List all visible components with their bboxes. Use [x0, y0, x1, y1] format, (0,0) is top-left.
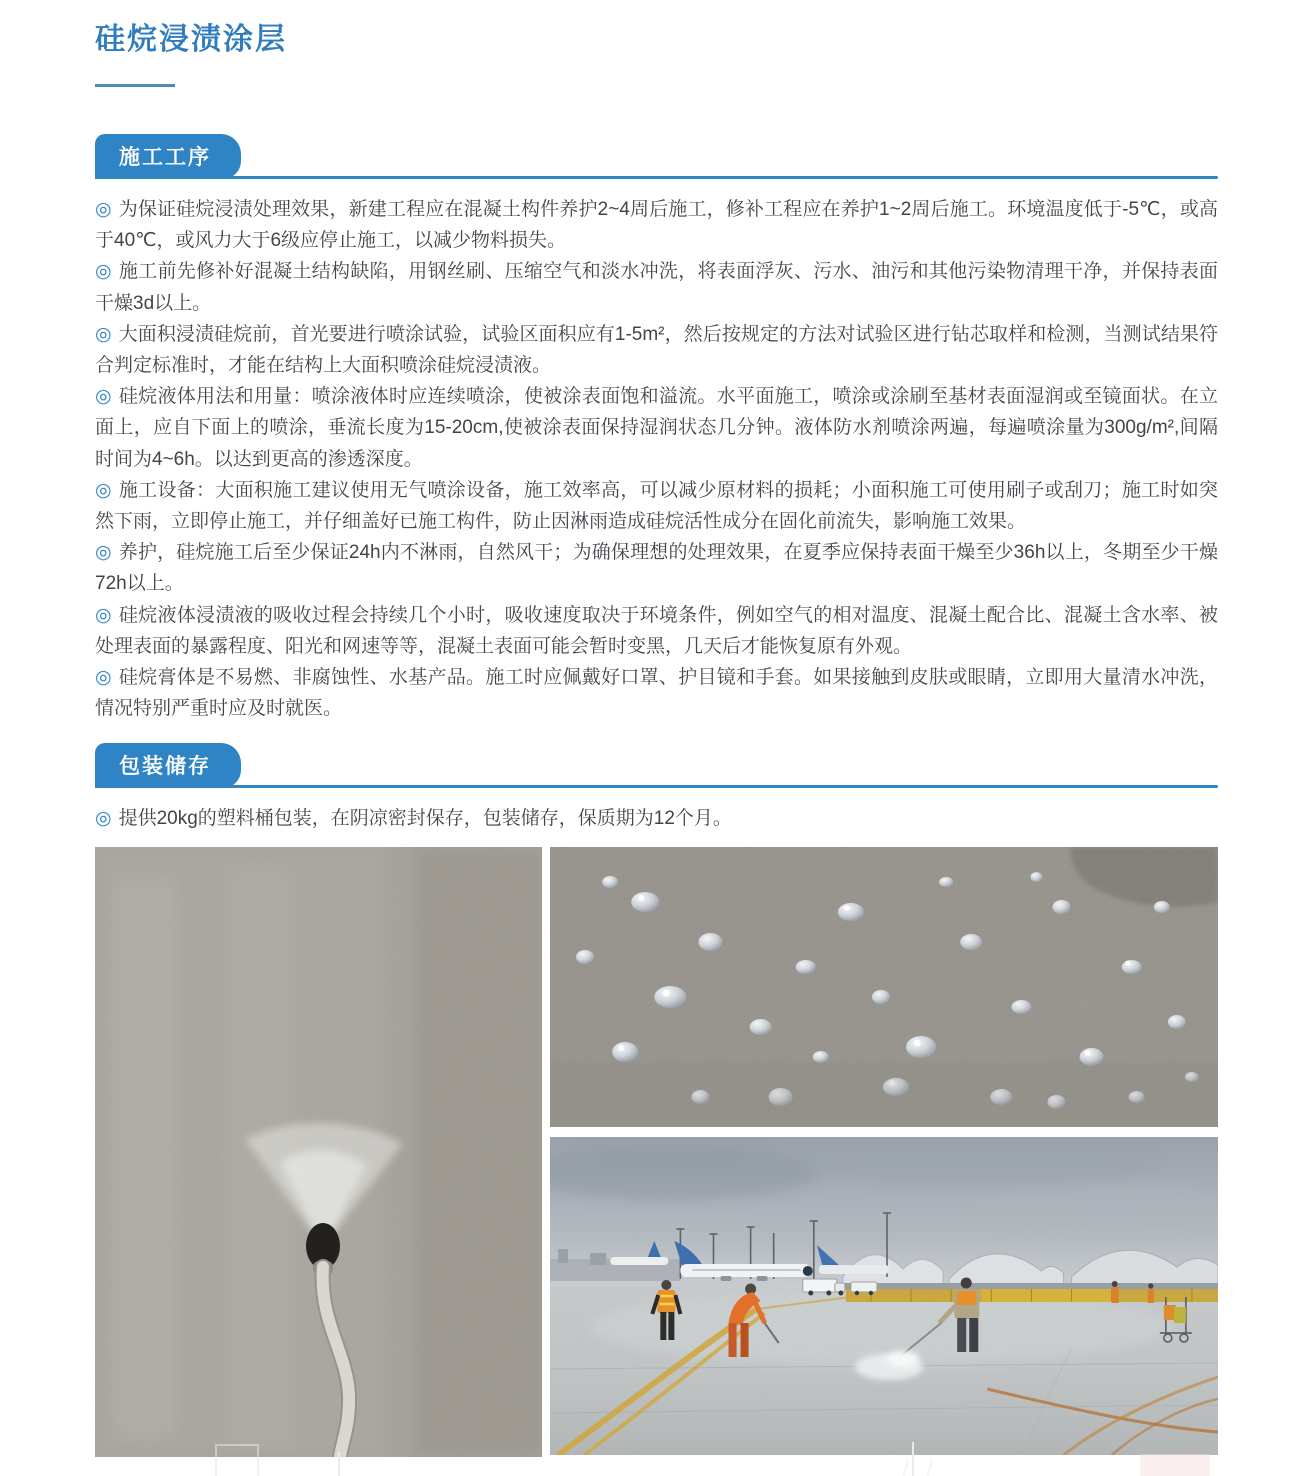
bullet-list — [95, 803, 1218, 834]
bullet-item — [95, 319, 1218, 381]
section-header — [95, 750, 1218, 788]
section-header — [95, 141, 1218, 179]
page-title: 硅烷浸渍涂层 — [95, 23, 287, 56]
photo-column — [550, 847, 1218, 1457]
photo-spray-wall — [95, 847, 542, 1457]
bullet-text: 施工设备：大面积施工建议使用无气喷涂设备，施工效率高，可以减少原材料的损耗；小面积施工可使用刷子或刮刀；施工时如突然下雨，立即停止施工，并仔细盖好已施工构件，防止因淋雨造成硅烷活性成分在固化前流失，影响施工效果。 — [95, 479, 1218, 533]
bullet-text: 大面积浸渍硅烷前，首光要进行喷涂试验，试验区面积应有1-5m²，然后按规定的方法对试验区进行钻芯取样和检测，当测试结果符合判定标准时，才能在结构上大面积喷涂硅烷浸渍液。 — [95, 323, 1218, 377]
section-header-rule — [95, 176, 1218, 179]
bullet-text: 养护，硅烷施工后至少保证24h内不淋雨，自然风干；为确保理想的处理效果，在夏季应保持表面干燥至少36h以上，冬期至少干燥72h以上。 — [95, 542, 1218, 595]
bullet-icon: ◎ — [95, 542, 112, 564]
bullet-icon: ◎ — [95, 479, 112, 501]
bullet-list — [95, 194, 1218, 724]
bullet-item — [95, 194, 1218, 256]
bullet-icon: ◎ — [95, 808, 112, 830]
bullet-icon: ◎ — [95, 604, 112, 626]
faint-watermark — [903, 1458, 933, 1476]
faint-watermark — [215, 1444, 259, 1476]
bullet-text: 施工前先修补好混凝土结构缺陷，用钢丝刷、压缩空气和淡水冲洗，将表面浮灰、污水、油污和其他污染物清理干净，并保持表面干燥3d以上。 — [95, 261, 1218, 314]
bullet-text: 为保证硅烷浸渍处理效果，新建工程应在混凝土构件养护2~4周后施工，修补工程应在养护1~2周后施工。环境温度低于-5℃，或高于40℃，或风力大于6级应停止施工，以减少物料损失。 — [95, 199, 1218, 252]
bullet-item — [95, 475, 1218, 537]
bullet-item — [95, 600, 1218, 662]
bullet-item — [95, 256, 1218, 318]
bullet-icon: ◎ — [95, 199, 112, 220]
bullet-item — [95, 803, 1218, 834]
bullet-item — [95, 537, 1218, 599]
bullet-item — [95, 381, 1218, 475]
bullet-icon: ◎ — [95, 261, 112, 283]
bullet-text: 提供20kg的塑料桶包装，在阴凉密封保存，包装储存，保质期为12个月。 — [118, 808, 732, 830]
faint-watermark — [338, 1452, 340, 1476]
section-packaging-storage — [95, 750, 1218, 834]
title-underline — [95, 84, 175, 87]
section-construction-procedure — [95, 141, 1218, 724]
bullet-icon: ◎ — [95, 386, 112, 408]
photo-grid — [95, 847, 1218, 1457]
construction-barrier — [846, 1289, 1218, 1302]
bullet-text: 硅烷膏体是不易燃、非腐蚀性、水基产品。施工时应佩戴好口罩、护目镜和手套。如果接触到皮肤或眼睛，立即用大量清水冲洗，情况特别严重时应及时就医。 — [95, 667, 1218, 720]
bullet-text: 硅烷液体浸渍液的吸收过程会持续几个小时，吸收速度取决于环境条件，例如空气的相对温度、混凝土配合比、混凝土含水率、被处理表面的暴露程度、阳光和网速等等，混凝土表面可能会暂时变黑，几天后才能恢复原有外观。 — [95, 604, 1218, 657]
bullet-icon: ◎ — [95, 323, 112, 345]
photo-airport-apron — [550, 1137, 1218, 1455]
bullet-icon: ◎ — [95, 667, 112, 689]
document-content — [95, 0, 1218, 1457]
bullet-text: 硅烷液体用法和用量：喷涂液体时应连续喷涂，使被涂表面饱和溢流。水平面施工，喷涂或涂刷至基材表面湿润或至镜面状。在立面上，应自下面上的喷涂，垂流长度为15-20cm,使被涂表面保持湿润状态几分钟。液体防水剂喷涂两遍，每遍喷涂量为300g/m²,间隔时间为4~6h。以达到更高的渗透深度。 — [95, 386, 1218, 470]
faint-watermark — [1140, 1454, 1210, 1476]
photo-water-beads — [550, 847, 1218, 1127]
section-heading-badge: 施工工序 — [95, 134, 241, 179]
section-header-rule — [95, 785, 1218, 788]
section-heading-badge: 包装储存 — [95, 743, 241, 788]
bullet-item — [95, 662, 1218, 724]
